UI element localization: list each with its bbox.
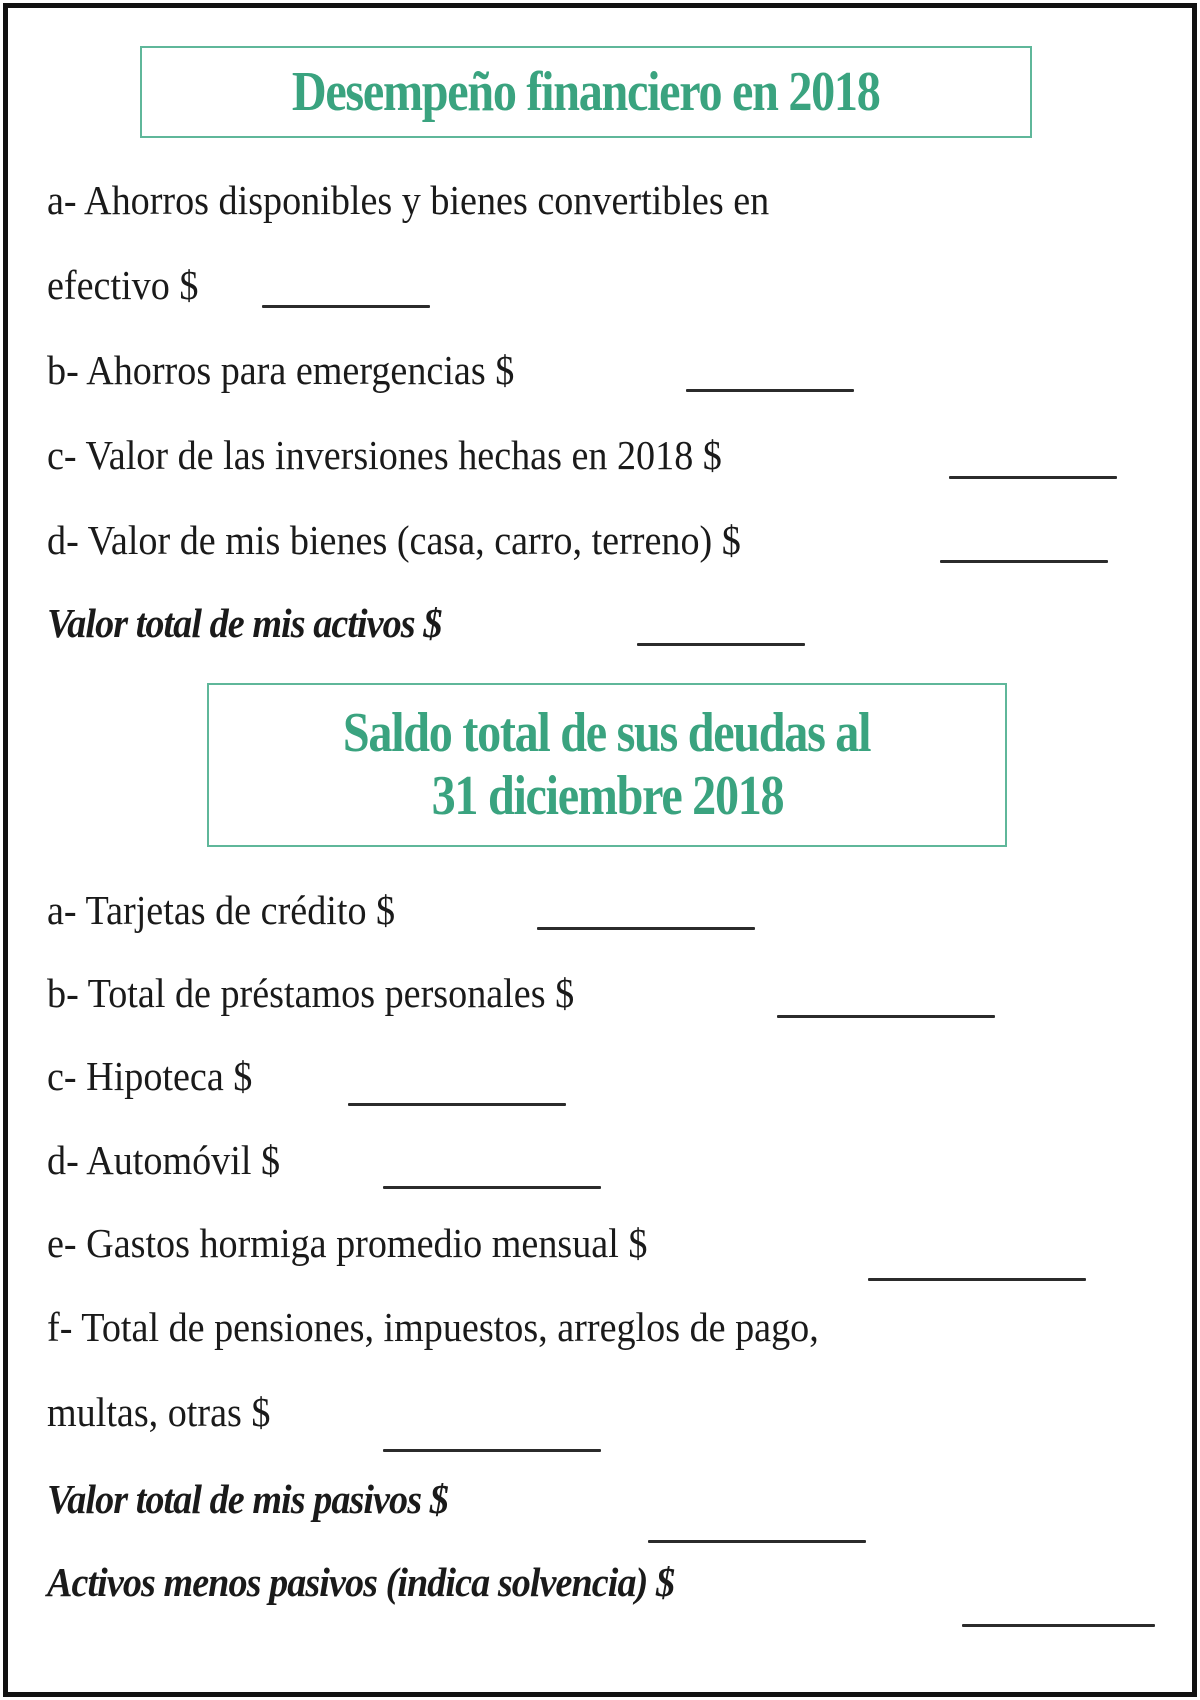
debt-item-b-blank-field[interactable]	[777, 1015, 995, 1018]
debts-total-blank-field[interactable]	[648, 1540, 866, 1543]
debt-item-d-blank-field[interactable]	[383, 1186, 601, 1189]
asset-item-c-blank-field[interactable]	[949, 476, 1117, 479]
debt-item-f-line2	[47, 1382, 270, 1442]
debt-item-b	[47, 963, 574, 1023]
asset-item-b	[47, 340, 514, 400]
section-title-box-debts	[207, 683, 1007, 847]
debt-item-f-blank-field[interactable]	[383, 1449, 601, 1452]
debts-total-label: Valor total de mis pasivos $	[47, 1476, 448, 1522]
section-title-assets: Desempeño financiero en 2018	[292, 60, 880, 123]
debt-item-f-line1	[47, 1297, 819, 1357]
debt-item-a	[47, 880, 395, 940]
section-title-debts-line1: Saldo total de sus deudas al	[343, 702, 871, 765]
asset-item-a-label-line1: a- Ahorros disponibles y bienes convertibles en	[47, 177, 770, 223]
debt-item-e-blank-field[interactable]	[868, 1278, 1086, 1281]
asset-item-a-line2	[47, 255, 198, 315]
debt-item-c	[47, 1046, 252, 1106]
debt-item-c-blank-field[interactable]	[348, 1103, 566, 1106]
debt-item-a-blank-field[interactable]	[537, 927, 755, 930]
debt-item-d	[47, 1130, 280, 1190]
asset-item-c	[47, 425, 722, 485]
asset-item-d-label: d- Valor de mis bienes (casa, carro, terreno) $	[47, 517, 741, 563]
debt-item-e-label: e- Gastos hormiga promedio mensual $	[47, 1220, 648, 1266]
assets-total-blank-field[interactable]	[637, 643, 805, 646]
asset-item-a-blank-field[interactable]	[262, 305, 430, 308]
debt-item-f-label-line1: f- Total de pensiones, impuestos, arreglos de pago,	[47, 1304, 819, 1350]
asset-item-c-label: c- Valor de las inversiones hechas en 2018 $	[47, 432, 722, 478]
debt-item-e	[47, 1213, 647, 1273]
debt-item-a-label: a- Tarjetas de crédito $	[47, 887, 396, 933]
asset-item-b-label: b- Ahorros para emergencias $	[47, 347, 515, 393]
asset-item-b-blank-field[interactable]	[686, 389, 854, 392]
debts-total	[47, 1469, 448, 1529]
asset-item-a-label-line2: efectivo $	[47, 262, 199, 308]
asset-item-a-line1	[47, 170, 769, 230]
asset-item-d-blank-field[interactable]	[940, 560, 1108, 563]
debt-item-f-label-line2: multas, otras $	[47, 1389, 271, 1435]
debt-item-d-label: d- Automóvil $	[47, 1137, 281, 1183]
debt-item-b-label: b- Total de préstamos personales $	[47, 970, 575, 1016]
net-worth-row	[47, 1552, 674, 1612]
asset-item-d	[47, 510, 741, 570]
section-title-debts-line2: 31 diciembre 2018	[431, 765, 783, 827]
assets-total-label: Valor total de mis activos $	[47, 600, 442, 646]
assets-total	[47, 593, 441, 653]
debt-item-c-label: c- Hipoteca $	[47, 1053, 253, 1099]
net-worth-label: Activos menos pasivos (indica solvencia) $	[47, 1559, 675, 1605]
section-title-box-assets	[140, 46, 1032, 138]
net-worth-blank-field[interactable]	[962, 1624, 1155, 1627]
